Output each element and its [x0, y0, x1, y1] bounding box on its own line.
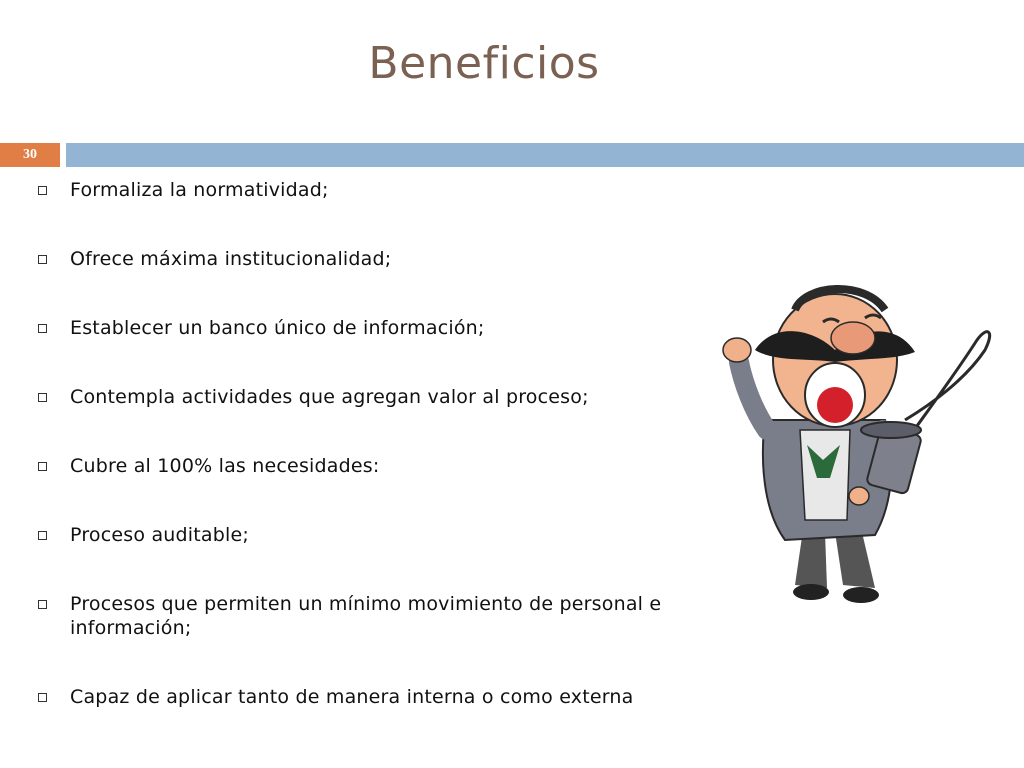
- slide-number-badge: 30: [0, 143, 60, 167]
- list-item: Formaliza la normatividad;: [38, 178, 688, 202]
- list-item: Establecer un banco único de información;: [38, 316, 688, 340]
- bullet-square-icon: [38, 255, 47, 264]
- list-item: Capaz de aplicar tanto de manera interna o como externa: [38, 685, 688, 709]
- bullet-square-icon: [38, 462, 47, 471]
- header-bar: [66, 143, 1024, 167]
- list-item: Ofrece máxima institucionalidad;: [38, 247, 688, 271]
- bullet-square-icon: [38, 324, 47, 333]
- list-item: Cubre al 100% las necesidades:: [38, 454, 688, 478]
- bullet-square-icon: [38, 600, 47, 609]
- slide-title: Beneficios: [368, 38, 600, 89]
- list-item: Contempla actividades que agregan valor al proceso;: [38, 385, 688, 409]
- bullet-square-icon: [38, 531, 47, 540]
- bullet-square-icon: [38, 186, 47, 195]
- bullet-square-icon: [38, 393, 47, 402]
- bullet-square-icon: [38, 693, 47, 702]
- list-item: Procesos que permiten un mínimo movimiento de personal e información;: [38, 592, 688, 640]
- list-item: Proceso auditable;: [38, 523, 688, 547]
- ringmaster-clipart: [715, 270, 1000, 610]
